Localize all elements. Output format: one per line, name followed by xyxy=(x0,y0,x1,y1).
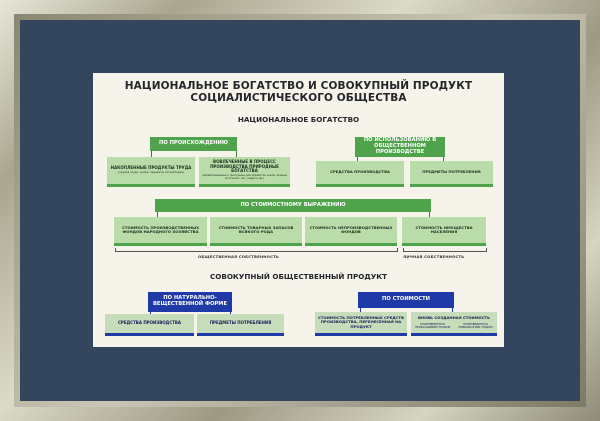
product-means-of-production-box: СРЕДСТВА ПРОИЗВОДСТВА xyxy=(105,314,194,336)
public-brace xyxy=(115,248,398,252)
commodity-stocks-box: СТОИМОСТЬ ТОВАРНЫХ ЗАПАСОВ ВСЯКОГО РОДА xyxy=(210,217,302,246)
transferred-value-box: СТОИМОСТЬ ПОТРЕБЛЕННЫХ СРЕДСТВ ПРОИЗВОДСТВА, ПЕРЕНЕСЕННАЯ НА ПРОДУКТ xyxy=(315,312,407,336)
by-cost-box: ПО СТОИМОСТИ xyxy=(358,292,454,308)
new-value-label: ВНОВЬ СОЗДАННАЯ СТОИМОСТЬ xyxy=(417,315,491,321)
natural-resources-label: ВОВЛЕЧЕННЫЕ В ПРОЦЕСС ПРОИЗВОДСТВА ПРИРОДНЫЕ БОГАТСТВА xyxy=(210,159,279,174)
means-of-production-box: СРЕДСТВА ПРОИЗВОДСТВА xyxy=(316,161,404,187)
private-brace xyxy=(403,248,487,252)
new-value-box xyxy=(411,312,497,336)
natural-resources-box xyxy=(199,157,290,187)
poster-title-line2: СОЦИАЛИСТИЧЕСКОГО ОБЩЕСТВА xyxy=(190,92,407,104)
accumulated-products-box xyxy=(107,157,195,187)
nonproduction-funds-box: СТОИМОСТЬ НЕПРОИЗВОДСТВЕННЫХ ФОНДОВ xyxy=(305,217,397,246)
new-value-split xyxy=(411,323,497,329)
necessary-labor-label: ПРОИЗВЕДЕННАЯ НЕОБХОДИМЫМ ТРУДОМ xyxy=(414,321,451,329)
product-consumer-goods-box: ПРЕДМЕТЫ ПОТРЕБЛЕНИЯ xyxy=(197,314,284,336)
natural-form-box: ПО НАТУРАЛЬНО-ВЕЩЕСТВЕННОЙ ФОРМЕ xyxy=(148,292,232,312)
surplus-labor-label: ПРОИЗВЕДЕННАЯ ПРИБАВОЧНЫМ ТРУДОМ xyxy=(458,321,493,329)
by-value-box: ПО СТОИМОСТНОМУ ВЫРАЖЕНИЮ xyxy=(155,199,431,212)
production-funds-box: СТОИМОСТЬ ПРОИЗВОДСТВЕННЫХ ФОНДОВ НАРОДНОГО ХОЗЯЙСТВА xyxy=(114,217,207,246)
population-property-box: СТОИМОСТЬ ИМУЩЕСТВА НАСЕЛЕНИЯ xyxy=(402,217,486,246)
accumulated-products-label: НАКОПЛЕННЫЕ ПРОДУКТЫ ТРУДА xyxy=(110,165,192,171)
consumer-goods-box: ПРЕДМЕТЫ ПОТРЕБЛЕНИЯ xyxy=(410,161,493,187)
accumulated-products-sub: (орудия труда, жилье, предметы потребления) xyxy=(118,170,184,174)
poster xyxy=(93,73,504,347)
poster-title-line1: НАЦИОНАЛЬНОЕ БОГАТСТВО И СОВОКУПНЫЙ ПРОДУКТ xyxy=(124,80,473,92)
public-property-note: ОБЩЕСТВЕННАЯ СОБСТВЕННОСТЬ xyxy=(198,254,279,259)
wealth-heading: НАЦИОНАЛЬНОЕ БОГАТСТВО xyxy=(237,115,360,124)
by-origin-box: ПО ПРОИСХОЖДЕНИЮ xyxy=(150,137,237,151)
natural-resources-sub: (обрабатываемые и пригодные для обработки земли, водные источники, лес, недра и др.) xyxy=(202,173,287,180)
product-heading: СОВОКУПНЫЙ ОБЩЕСТВЕННЫЙ ПРОДУКТ xyxy=(209,272,388,281)
by-use-box: ПО ИСПОЛЬЗОВАНИЮ В ОБЩЕСТВЕННОМ ПРОИЗВОДСТВЕ xyxy=(355,137,445,157)
private-property-note: ЛИЧНАЯ СОБСТВЕННОСТЬ xyxy=(403,254,465,259)
